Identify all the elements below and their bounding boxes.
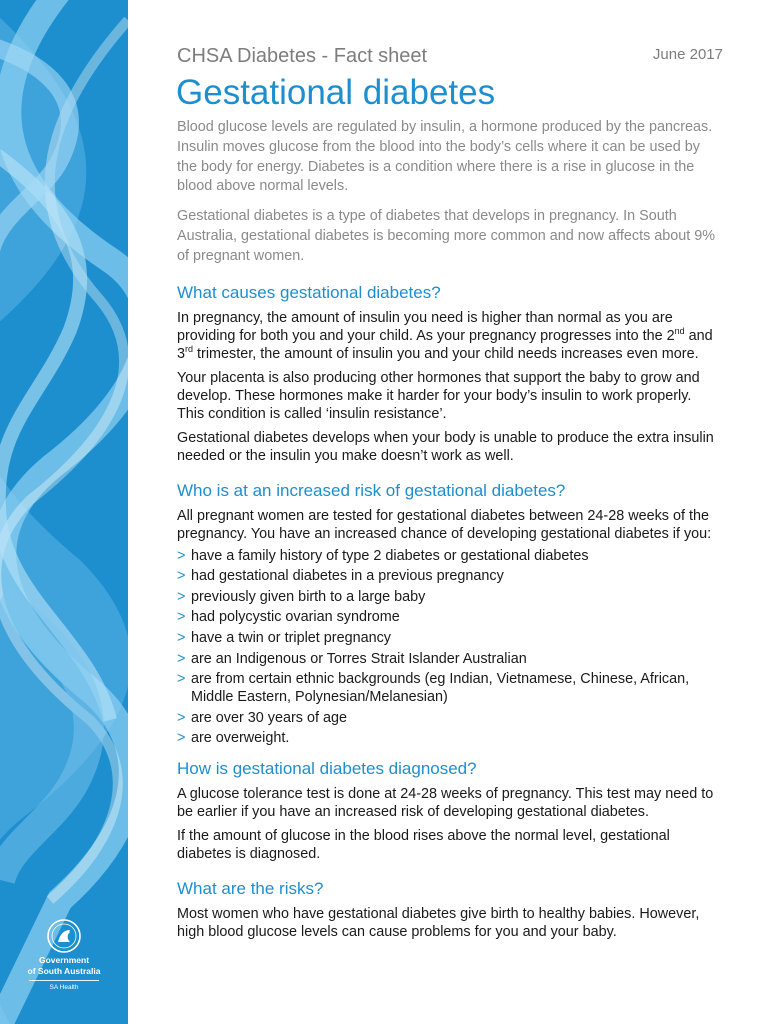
causes-paragraph-3: Gestational diabetes develops when your body is unable to produce the extra insulin needed or the insulin you make doesn’t work as well. <box>177 429 714 464</box>
decorative-sidebar <box>0 0 128 1024</box>
list-item: > had polycystic ovarian syndrome <box>177 609 400 626</box>
diagnosed-paragraph-2: If the amount of glucose in the blood rises above the normal level, gestational diabetes is diagnosed. <box>177 828 670 863</box>
causes-paragraph-1: In pregnancy, the amount of insulin you need is higher than normal as you are providing for both you and your child. As your pregnancy progresses into the 2nd and 3rd trimester, the amount of insulin you and your child needs increases even more. <box>177 309 713 362</box>
page-title: Gestational diabetes <box>176 73 496 112</box>
intro-paragraph-2: Gestational diabetes is a type of diabetes that develops in pregnancy. In South Australia, gestational diabetes is becoming more common and now affects about 9% of pregnant women. <box>177 208 716 264</box>
list-item: > are an Indigenous or Torres Strait Islander Australian <box>177 650 527 667</box>
logo-line-1: Government <box>38 955 90 965</box>
list-item: > are over 30 years of age <box>177 709 347 726</box>
logo-divider <box>29 980 99 981</box>
risks-paragraph-1: Most women who have gestational diabetes give birth to healthy babies. However, high blood glucose levels can cause problems for you and your baby. <box>177 906 700 941</box>
intro-paragraph-1: Blood glucose levels are regulated by insulin, a hormone produced by the pancreas. Insulin moves glucose from the blood into the body’s cells where it can be used by the body for energy. Diabetes is a condition where there is a rise in glucose in the blood above normal levels. <box>177 119 713 195</box>
document-body <box>177 118 722 945</box>
section-heading-diagnosed: How is gestational diabetes diagnosed? <box>177 759 477 779</box>
risk-factor-list <box>177 547 722 748</box>
list-item: > had gestational diabetes in a previous pregnancy <box>177 568 504 585</box>
logo-line-2: of South Australia <box>27 966 101 976</box>
section-heading-risks: What are the risks? <box>177 879 324 899</box>
list-item: > have a family history of type 2 diabetes or gestational diabetes <box>177 547 589 564</box>
list-item: > are overweight. <box>177 730 290 747</box>
risk-paragraph-1: All pregnant women are tested for gestational diabetes between 24-28 weeks of the pregnancy. You have an increased chance of developing gestational diabetes if you: <box>177 507 712 542</box>
sa-government-logo <box>0 918 128 992</box>
causes-paragraph-2: Your placenta is also producing other hormones that support the baby to grow and develop. These hormones make it harder for your body’s insulin to work properly. This condition is called ‘insulin resistance’. <box>177 369 700 422</box>
fact-sheet-series: CHSA Diabetes - Fact sheet <box>177 45 428 67</box>
section-heading-causes: What causes gestational diabetes? <box>177 282 441 302</box>
list-item: > have a twin or triplet pregnancy <box>177 629 391 646</box>
diagnosed-paragraph-1: A glucose tolerance test is done at 24-28 weeks of pregnancy. This test may need to be earlier if you have an increased risk of developing gestational diabetes. <box>177 786 714 821</box>
crest-icon <box>44 918 84 954</box>
dna-ribbon-graphic <box>0 0 128 1024</box>
section-heading-risk: Who is at an increased risk of gestational diabetes? <box>177 480 566 500</box>
list-item: > are from certain ethnic backgrounds (eg Indian, Vietnamese, Chinese, African, Middle Eastern, Polynesian/Melanesian) <box>177 671 690 706</box>
logo-department: SA Health <box>49 984 79 991</box>
list-item: > previously given birth to a large baby <box>177 588 426 605</box>
publication-date: June 2017 <box>652 46 723 63</box>
